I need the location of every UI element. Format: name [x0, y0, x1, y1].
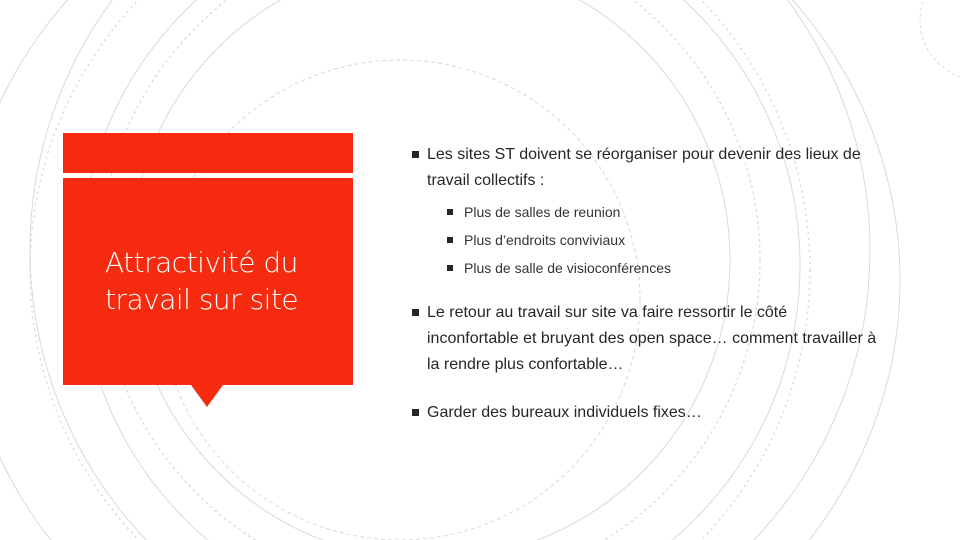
square-bullet-icon	[412, 409, 419, 416]
sub-bullet-text: Plus de salle de visioconférences	[464, 260, 672, 276]
bullet-item	[412, 300, 882, 378]
accent-bar	[63, 133, 353, 173]
bullet-text: Les sites ST doivent se réorganiser pour devenir des lieux de travail collectifs :	[427, 146, 861, 189]
sub-bullet-text: Plus d’endroits conviviaux	[464, 232, 626, 248]
bullet-item	[412, 400, 882, 426]
square-bullet-icon	[412, 309, 419, 316]
sub-bullet-item	[447, 202, 882, 222]
bullet-list	[412, 142, 882, 434]
square-bullet-icon	[447, 237, 453, 243]
bullet-text: Le retour au travail sur site va faire ressortir le côté inconfortable et bruyant des open space… comment travailler à la rendre plus confortable…	[427, 304, 877, 373]
sub-bullet-item	[447, 230, 882, 250]
slide-title-line2: travail sur site	[105, 283, 299, 316]
square-bullet-icon	[447, 265, 453, 271]
bullet-item	[412, 142, 882, 194]
square-bullet-icon	[447, 209, 453, 215]
slide-title	[105, 244, 345, 318]
sub-bullet-text: Plus de salles de reunion	[464, 204, 621, 220]
title-panel-pointer	[191, 385, 223, 407]
square-bullet-icon	[412, 151, 419, 158]
slide-title-line1: Attractivité du	[105, 246, 298, 279]
sub-bullet-item	[447, 258, 882, 278]
bullet-text: Garder des bureaux individuels fixes…	[427, 404, 702, 421]
